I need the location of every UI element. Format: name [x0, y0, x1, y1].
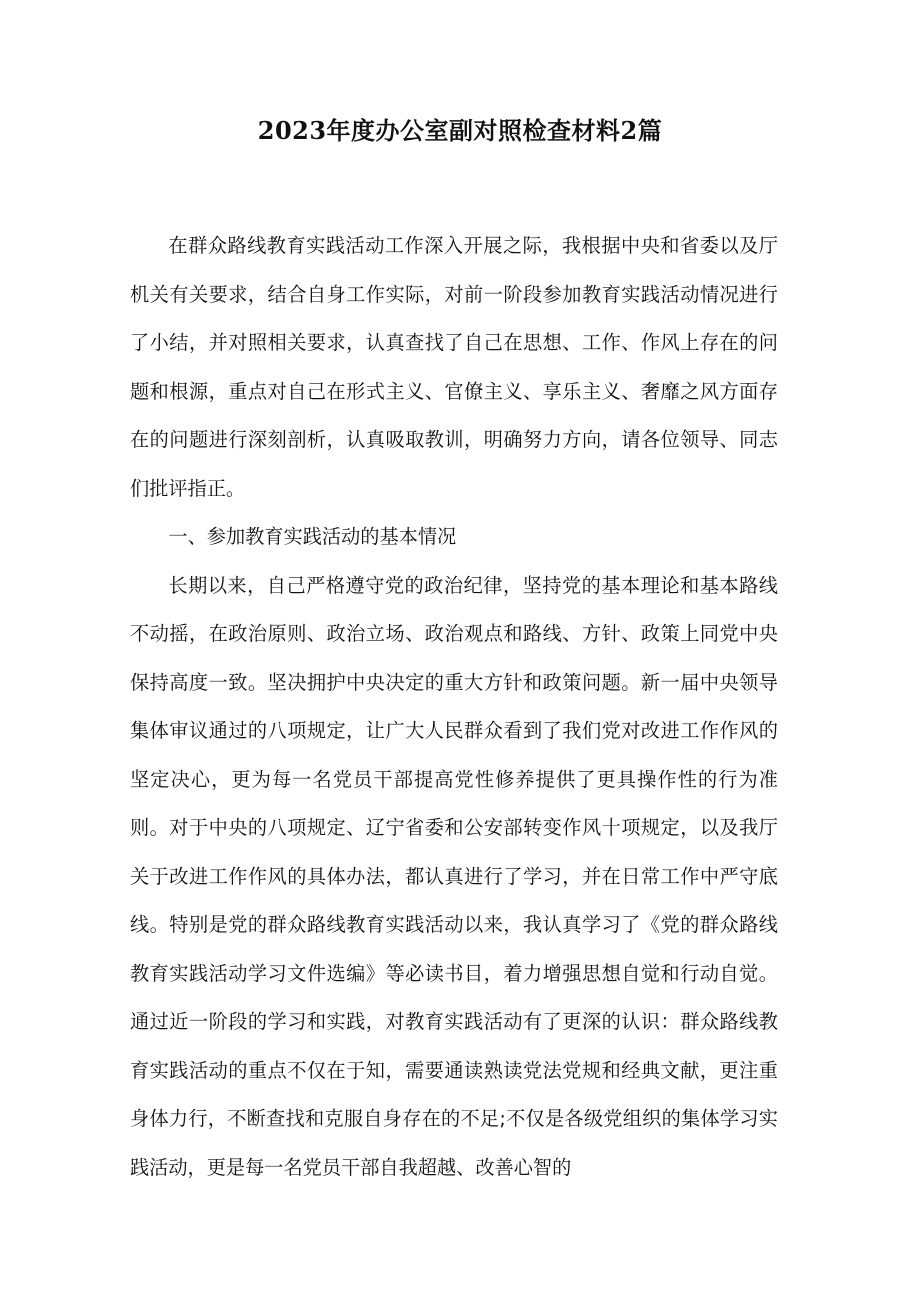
body-paragraph: 长期以来，自己严格遵守党的政治纪律，坚持党的基本理论和基本路线不动摇，在政治原则、政治立场、政治观点和路线、方针、政策上同党中央保持高度一致。坚决拥护中央决定的重大方针和政策问题。新一届中央领导集体审议通过的八项规定，让广大人民群众看到了我们党对改进工作作风的坚定决心，更为每一名党员干部提高党性修养提供了更具操作性的行为准则。对于中央的八项规定、辽宁省委和公安部转变作风十项规定，以及我厅关于改进工作作风的具体办法，都认真进行了学习，并在日常工作中严守底线。特别是党的群众路线教育实践活动以来，我认真学习了《党的群众路线教育实践活动学习文件选编》等必读书目，着力增强思想自觉和行动自觉。通过近一阶段的学习和实践，对教育实践活动有了更深的认识：群众路线教育实践活动的重点不仅在于知，需要通读熟读党法党规和经典文献，更注重身体力行，不断查找和克服自身存在的不足;不仅是各级党组织的集体学习实践活动，更是每一名党员干部自我超越、改善心智的 [130, 573, 778, 1179]
document-title: 2023年度办公室副对照检查材料2篇 [257, 116, 663, 145]
document-body [130, 222, 778, 1192]
section-heading: 一、参加教育实践活动的基本情况 [168, 525, 457, 548]
intro-paragraph: 在群众路线教育实践活动工作深入开展之际，我根据中央和省委以及厅机关有关要求，结合自身工作实际，对前一阶段参加教育实践活动情况进行了小结，并对照相关要求，认真查找了自己在思想、工作、作风上存在的问题和根源，重点对自己在形式主义、官僚主义、享乐主义、奢靡之风方面存在的问题进行深刻剖析，认真吸取教训，明确努力方向，请各位领导、同志们批评指正。 [130, 234, 778, 500]
